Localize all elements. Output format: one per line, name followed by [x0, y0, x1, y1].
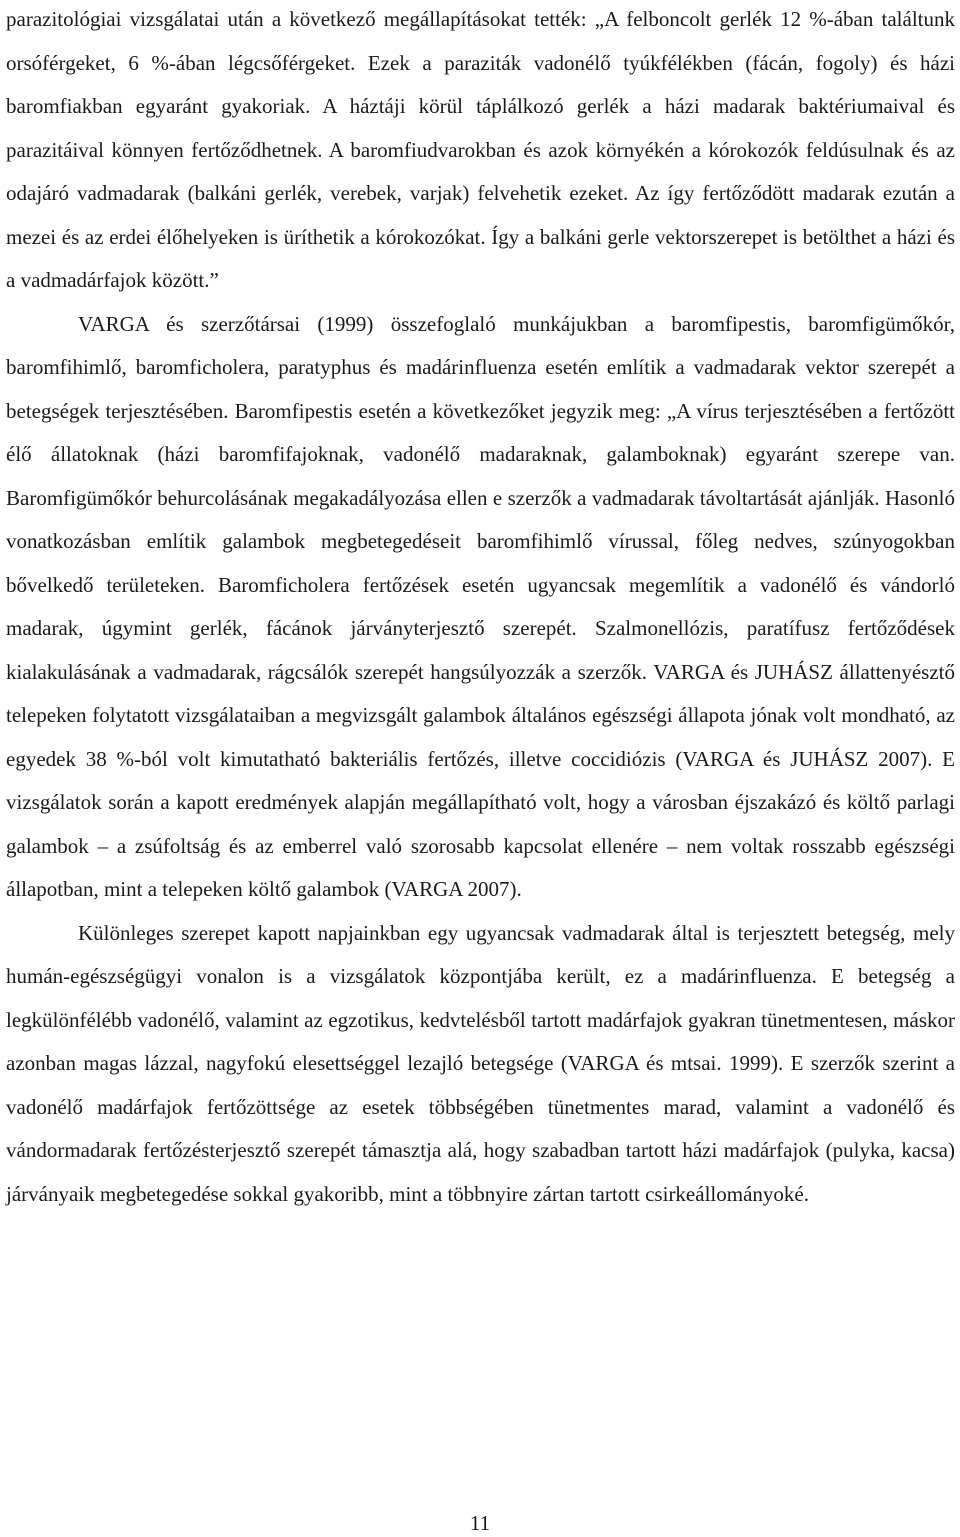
paragraph-continued: parazitológiai vizsgálatai után a következő megállapításokat tették: „A felboncolt gerlék 12 %-ában találtunk orsóférgeket, 6 %-ában légcsőférgeket. Ezek a paraziták vadonélő tyúkfélékben (fácán, fogoly) és házi baromfiakban egyaránt gyakoriak. A háztáji körül táplálkozó gerlék a házi madarak baktériumaival és parazitáival könnyen fertőződhetnek. A baromfiudvarokban és azok környékén a kórokozók feldúsulnak és az odajáró vadmadarak (balkáni gerlék, verebek, varjak) felvehetik ezeket. Az így fertőződött madarak ezután a mezei és az erdei élőhelyeken is üríthetik a kórokozókat. Így a balkáni gerle vektorszerepet is betölthet a házi és a vadmadárfajok között.” [6, 7, 955, 292]
document-body [6, 0, 955, 1216]
paragraph-avian-influenza: Különleges szerepet kapott napjainkban egy ugyancsak vadmadarak által is terjesztett betegség, mely humán-egészségügyi vonalon is a vizsgálatok központjába került, ez a madárinfluenza. E betegség a legkülönfélébb vadonélő, valamint az egzotikus, kedvtelésből tartott madárfajok gyakran tünetmentesen, máskor azonban magas lázzal, nagyfokú elesettséggel lezajló betegsége (VARGA és mtsai. 1999). E szerzők szerint a vadonélő madárfajok fertőzöttsége az esetek többségében tünetmentes marad, valamint a vadonélő és vándormadarak fertőzésterjesztő szerepét támasztja alá, hogy szabadban tartott házi madárfajok (pulyka, kacsa) járványaik megbetegedése sokkal gyakoribb, mint a többnyire zártan tartott csirkeállományoké. [6, 920, 955, 1206]
page-number: 11 [469, 1511, 491, 1535]
paragraph-varga-vectors: VARGA és szerzőtársai (1999) összefoglaló munkájukban a baromfipestis, baromfigümőkór, baromfihimlő, baromficholera, paratyphus és madárinfluenza esetén említik a vadmadarak vektor szerepét a betegségek terjesztésében. Baromfipestis esetén a következőket jegyzik meg: „A vírus terjesztésében a fertőzött élő állatoknak (házi baromfifajoknak, vadonélő madaraknak, galamboknak) egyaránt szerepe van. Baromfigümőkór behurcolásának megakadályozása ellen e szerzők a vadmadarak távoltartását ajánlják. Hasonló vonatkozásban említik galambok megbetegedéseit baromfihimlő vírussal, főleg nedves, szúnyogokban bővelkedő területeken. Baromficholera fertőzések esetén ugyancsak megemlítik a vadonélő és vándorló madarak, úgymint gerlék, fácánok járványterjesztő szerepét. Szalmonellózis, paratífusz fertőződések kialakulásának a vadmadarak, rágcsálók szerepét hangsúlyozzák a szerzők. VARGA és JUHÁSZ állattenyésztő telepeken folytatott vizsgálataiban a megvizsgált galambok általános egészségi állapota jónak volt mondható, az egyedek 38 %-ból volt kimutatható bakteriális fertőzés, illetve coccidiózis (VARGA és JUHÁSZ 2007). E vizsgálatok során a kapott eredmények alapján megállapítható volt, hogy a városban éjszakázó és költő parlagi galambok – a zsúfoltság és az emberrel való szorosabb kapcsolat ellenére – nem voltak rosszabb egészségi állapotban, mint a telepeken költő galambok (VARGA 2007). [6, 311, 955, 901]
